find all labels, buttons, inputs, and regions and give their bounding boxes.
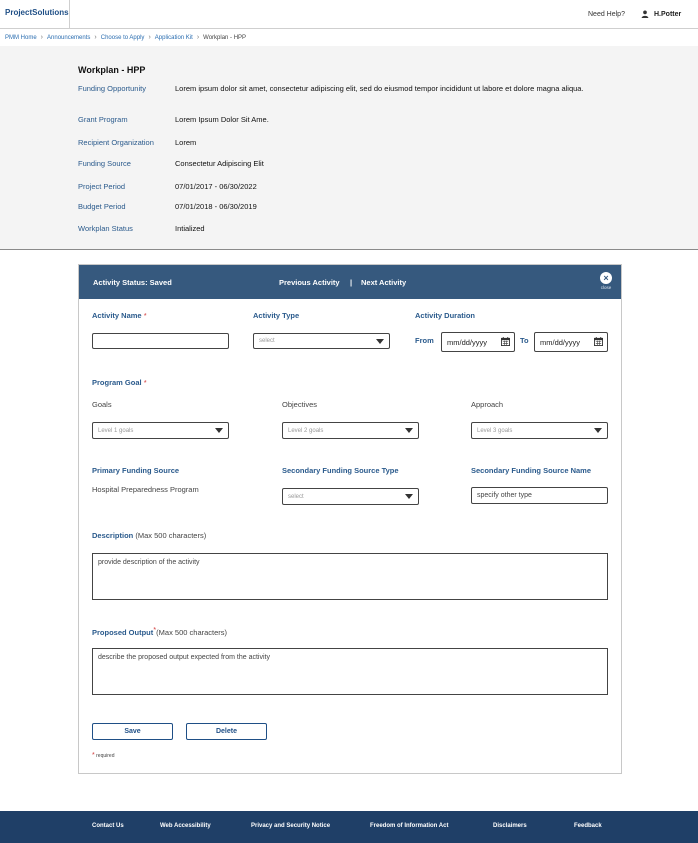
breadcrumb-current: Workplan - HPP (203, 35, 247, 41)
caret-down-icon (405, 428, 413, 433)
summary-label: Grant Program (78, 115, 128, 124)
caret-down-icon (594, 428, 602, 433)
top-header (0, 0, 698, 29)
close-icon: × (600, 272, 612, 284)
chevron-right-icon: › (40, 34, 44, 41)
nav-separator: | (350, 278, 353, 287)
description-textarea[interactable]: provide description of the activity (92, 553, 608, 600)
workplan-summary (0, 46, 698, 250)
primary-funding-label: Primary Funding Source (92, 466, 180, 475)
secondary-funding-type-select[interactable] (282, 488, 419, 505)
goals-select[interactable] (92, 422, 229, 439)
summary-value: Lorem (175, 138, 197, 147)
footer-foia[interactable]: Freedom of Information Act (370, 823, 449, 829)
chevron-right-icon: › (148, 34, 151, 41)
from-label: From (415, 336, 434, 345)
summary-label: Budget Period (78, 202, 126, 211)
summary-label: Workplan Status (78, 224, 133, 233)
page-title: Workplan - HPP (78, 65, 146, 75)
goals-value: Level 1 goals (98, 427, 134, 434)
required-star: * (143, 378, 147, 387)
footer-privacy-security[interactable]: Privacy and Security Notice (251, 823, 331, 829)
summary-value: 07/01/2018 - 06/30/2019 (175, 202, 257, 211)
objectives-value: Level 2 goals (288, 427, 324, 434)
approach-label: Approach (471, 400, 504, 409)
summary-label: Funding Source (78, 159, 131, 168)
next-activity-link[interactable]: Next Activity (361, 278, 407, 287)
summary-label: Funding Opportunity (78, 84, 146, 93)
to-label: To (520, 336, 529, 345)
required-star: * (153, 625, 157, 634)
footer-web-accessibility[interactable]: Web Accessibility (160, 823, 211, 829)
save-button[interactable]: Save (92, 723, 173, 740)
user-name: H.Potter (654, 10, 682, 18)
app-logo[interactable]: ProjectSolutions (5, 8, 69, 17)
activity-name-label: Activity Name * (92, 311, 147, 320)
activity-panel-header (79, 265, 621, 299)
breadcrumb (5, 35, 246, 41)
description-note: (Max 500 characters) (135, 531, 207, 540)
breadcrumb-pmm-home[interactable]: PMM Home (5, 35, 37, 41)
description-label: Description (Max 500 characters) (92, 531, 207, 540)
breadcrumb-application-kit[interactable]: Application Kit (154, 35, 193, 41)
goals-label: Goals (92, 400, 112, 409)
activity-type-value: select (259, 338, 275, 344)
secondary-funding-name-label: Secondary Funding Source Name (471, 466, 592, 475)
secondary-funding-type-label: Secondary Funding Source Type (282, 466, 399, 475)
proposed-output-textarea[interactable]: describe the proposed output expected from the activity (92, 648, 608, 695)
summary-value: Intialized (175, 224, 205, 233)
breadcrumb-choose-to-apply[interactable]: Choose to Apply (100, 35, 145, 41)
from-date-input[interactable] (441, 332, 515, 352)
proposed-output-label: Proposed Output*(Max 500 characters) (92, 625, 228, 637)
previous-activity-link[interactable]: Previous Activity (279, 278, 340, 287)
activity-duration-label: Activity Duration (415, 311, 476, 320)
required-star: * (143, 311, 147, 320)
user-icon (641, 10, 649, 18)
required-legend: * required (92, 752, 115, 759)
need-help-link[interactable]: Need Help? (588, 11, 625, 18)
close-button[interactable] (598, 272, 614, 290)
activity-type-select[interactable] (253, 333, 390, 349)
caret-down-icon (215, 428, 223, 433)
footer-contact-us[interactable]: Contact Us (92, 823, 124, 829)
calendar-icon[interactable] (594, 337, 603, 346)
secondary-funding-type-value: select (288, 493, 304, 500)
summary-value: Lorem Ipsum Dolor Sit Ame. (175, 115, 269, 124)
approach-select[interactable] (471, 422, 608, 439)
close-label: close (600, 285, 612, 290)
caret-down-icon (405, 494, 413, 499)
program-goal-label: Program Goal * (92, 378, 147, 387)
summary-value: 07/01/2017 - 06/30/2022 (175, 182, 257, 191)
objectives-label: Objectives (282, 400, 318, 409)
primary-funding-value: Hospital Preparedness Program (92, 485, 199, 494)
footer-disclaimers[interactable]: Disclaimers (493, 823, 527, 829)
user-menu[interactable] (641, 10, 681, 18)
chevron-right-icon: › (196, 34, 200, 41)
calendar-icon[interactable] (501, 337, 510, 346)
approach-value: Level 3 goals (477, 427, 513, 434)
breadcrumb-announcements[interactable]: Announcements (47, 35, 91, 41)
to-date-input[interactable] (534, 332, 608, 352)
to-date-value: mm/dd/yyyy (540, 337, 581, 347)
objectives-select[interactable] (282, 422, 419, 439)
chevron-right-icon: › (94, 34, 97, 41)
delete-button[interactable]: Delete (186, 723, 267, 740)
required-star: * (92, 752, 95, 759)
proposed-output-note: (Max 500 characters) (156, 628, 228, 637)
summary-value: Lorem ipsum dolor sit amet, consectetur adipiscing elit, sed do eiusmod tempor incididunt ut labore et dolore magna aliqua. (175, 84, 584, 93)
summary-label: Recipient Organization (78, 138, 154, 147)
activity-status: Activity Status: Saved (93, 278, 172, 287)
footer-feedback[interactable]: Feedback (574, 823, 602, 829)
summary-label: Project Period (78, 182, 126, 191)
activity-panel (78, 264, 622, 774)
footer (0, 811, 698, 843)
secondary-funding-name-input[interactable]: specify other type (471, 487, 608, 504)
caret-down-icon (376, 339, 384, 344)
activity-type-label: Activity Type (253, 311, 300, 320)
summary-value: Consectetur Adipiscing Elit (175, 159, 264, 168)
from-date-value: mm/dd/yyyy (447, 337, 488, 347)
logo-divider (69, 0, 70, 29)
activity-name-input[interactable] (92, 333, 229, 349)
